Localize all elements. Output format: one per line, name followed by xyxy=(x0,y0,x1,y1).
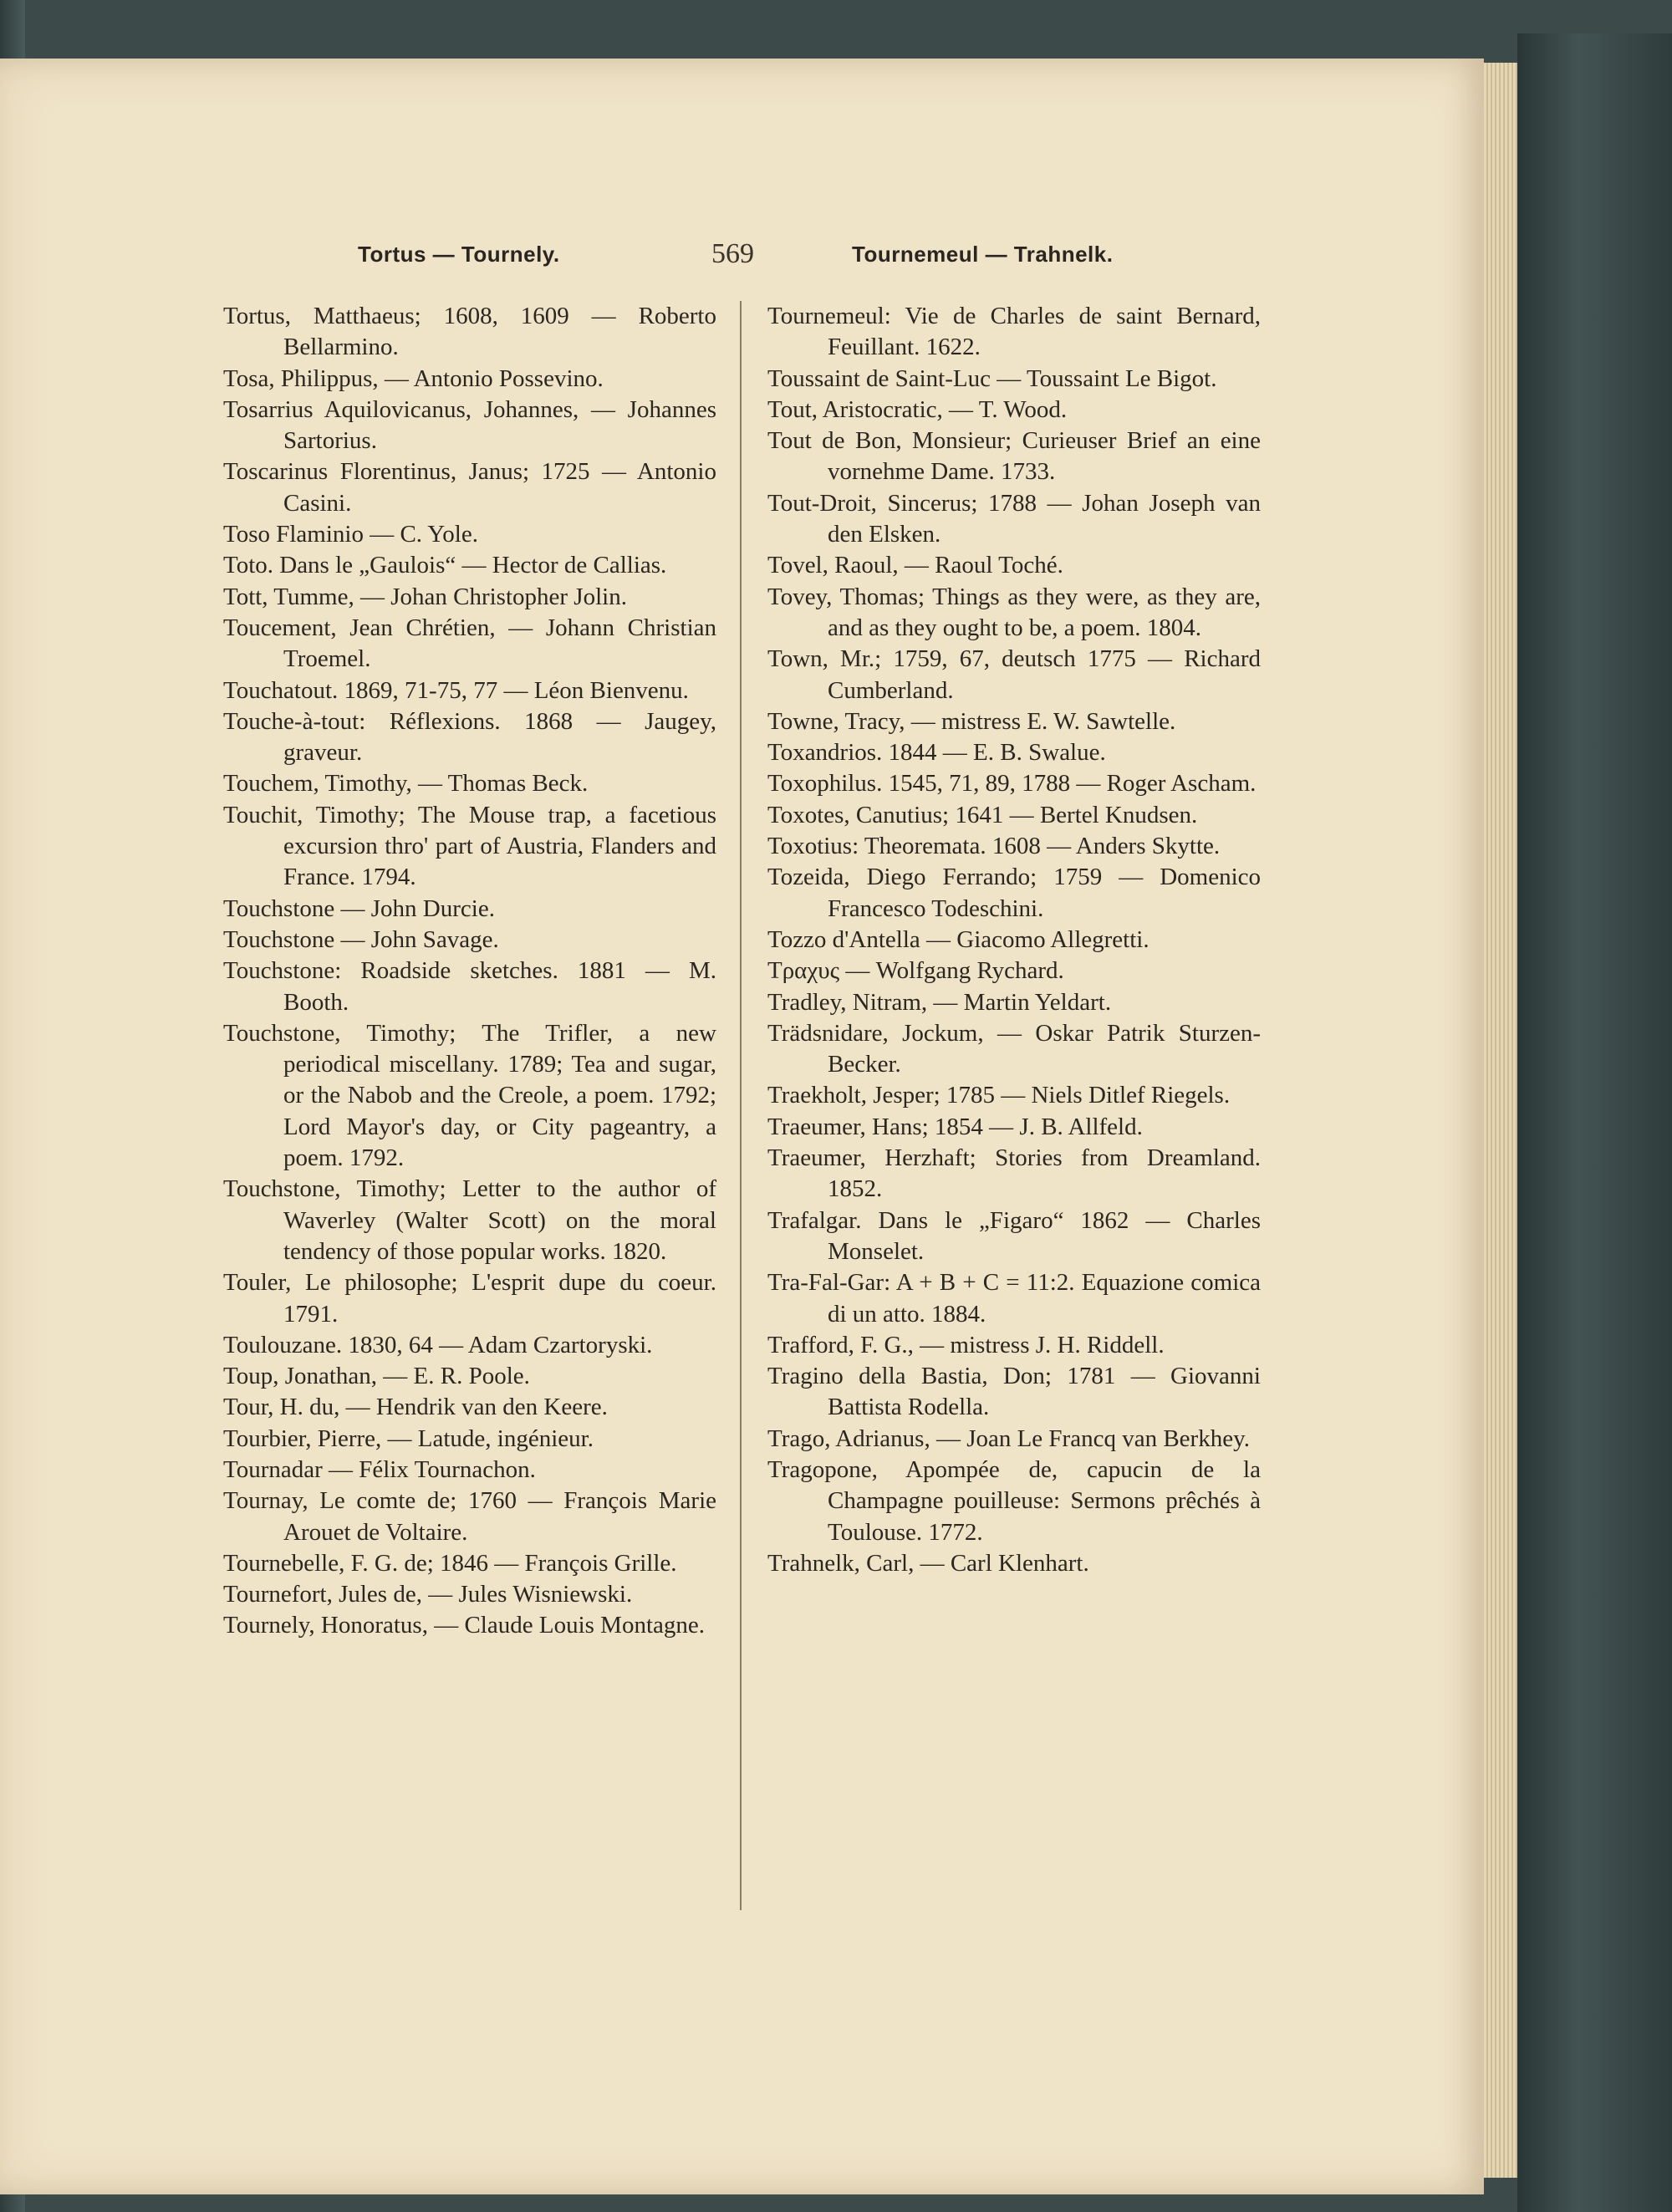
right-column xyxy=(767,301,1261,1579)
index-entry: Toxotius: Theoremata. 1608 — Anders Skytte. xyxy=(767,833,1221,860)
index-entry: Touchstone, Timothy; Letter to the author of Waverley (Walter Scott) on the moral tendency of those popular works. 1820. xyxy=(223,1175,716,1265)
index-entry: Touler, Le philosophe; L'esprit dupe du coeur. 1791. xyxy=(223,1269,716,1328)
index-entry: Tovel, Raoul, — Raoul Toché. xyxy=(767,552,1063,579)
index-entry: Toussaint de Saint-Luc — Toussaint Le Bigot. xyxy=(767,364,1217,392)
index-entry: Tournebelle, F. G. de; 1846 — François Grille. xyxy=(223,1549,677,1577)
index-entry: Tosa, Philippus, — Antonio Possevino. xyxy=(223,364,604,392)
index-entry: Tozzo d'Antella — Giacomo Allegretti. xyxy=(767,925,1150,953)
index-entry: Tourbier, Pierre, — Latude, ingénieur. xyxy=(223,1425,594,1452)
index-entry: Touche-à-tout: Réflexions. 1868 — Jaugey, graveur. xyxy=(223,707,716,767)
index-entry: Trahnelk, Carl, — Carl Klenhart. xyxy=(767,1549,1089,1577)
index-entry: Tragopone, Apompée de, capucin de la Champagne pouilleuse: Sermons prêchés à Toulouse. 1772. xyxy=(767,1455,1261,1546)
left-column xyxy=(223,301,716,1642)
index-entry: Tour, H. du, — Hendrik van den Keere. xyxy=(223,1394,608,1421)
index-entry: Trafalgar. Dans le „Figaro“ 1862 — Charles Monselet. xyxy=(767,1206,1261,1265)
index-entry: Toxotes, Canutius; 1641 — Bertel Knudsen. xyxy=(767,801,1198,828)
index-entry: Touchstone — John Durcie. xyxy=(223,894,495,922)
book-cover-right xyxy=(1517,33,1672,2212)
index-entry: Traekholt, Jesper; 1785 — Niels Ditlef Riegels. xyxy=(767,1082,1231,1109)
index-entry: Τραχυς — Wolfgang Rychard. xyxy=(767,957,1064,985)
index-entry: Traeumer, Hans; 1854 — J. B. Allfeld. xyxy=(767,1113,1143,1140)
index-entry: Tout de Bon, Monsieur; Curieuser Brief an eine vornehme Dame. 1733. xyxy=(767,427,1261,486)
index-entry: Toxandrios. 1844 — E. B. Swalue. xyxy=(767,739,1106,767)
index-entry: Touchem, Timothy, — Thomas Beck. xyxy=(223,770,589,798)
index-entry: Tournadar — Félix Tournachon. xyxy=(223,1455,536,1483)
index-entry: Toscarinus Florentinus, Janus; 1725 — Antonio Casini. xyxy=(223,458,716,517)
index-entry: Town, Mr.; 1759, 67, deutsch 1775 — Richard Cumberland. xyxy=(767,645,1261,704)
index-entry: Tra-Fal-Gar: A + B + C = 11:2. Equazione comica di un atto. 1884. xyxy=(767,1269,1261,1328)
index-entry: Tout-Droit, Sincerus; 1788 — Johan Joseph van den Elsken. xyxy=(767,489,1261,548)
index-entry: Tosarrius Aquilovicanus, Johannes, — Johannes Sartorius. xyxy=(223,395,716,455)
column-divider xyxy=(740,301,742,1910)
index-entry: Touchstone: Roadside sketches. 1881 — M. Booth. xyxy=(223,957,716,1016)
index-entry: Tournefort, Jules de, — Jules Wisniewski. xyxy=(223,1581,633,1608)
index-entry: Tournay, Le comte de; 1760 — François Marie Arouet de Voltaire. xyxy=(223,1487,716,1546)
index-entry: Touchstone — John Savage. xyxy=(223,925,499,953)
index-entry: Towne, Tracy, — mistress E. W. Sawtelle. xyxy=(767,707,1176,735)
index-entry: Tradley, Nitram, — Martin Yeldart. xyxy=(767,988,1112,1016)
index-entry: Tovey, Thomas; Things as they were, as they are, and as they ought to be, a poem. 1804. xyxy=(767,583,1261,641)
running-header xyxy=(0,238,1484,272)
index-entry: Toto. Dans le „Gaulois“ — Hector de Callias. xyxy=(223,552,667,579)
index-entry: Trafford, F. G., — mistress J. H. Riddell. xyxy=(767,1331,1165,1358)
header-right-title: Tournemeul — Trahnelk. xyxy=(852,242,1114,267)
index-entry: Trädsnidare, Jockum, — Oskar Patrik Sturzen-Becker. xyxy=(767,1019,1261,1078)
index-entry: Toso Flaminio — C. Yole. xyxy=(223,521,478,548)
index-entry: Touchstone, Timothy; The Trifler, a new periodical miscellany. 1789; Tea and sugar, or the Nabob and the Creole, a poem. 1792; Lord Mayor's day, or City pageantry, a poem. 1792. xyxy=(223,1019,716,1172)
index-entry: Toup, Jonathan, — E. R. Poole. xyxy=(223,1363,530,1390)
index-entry: Toucement, Jean Chrétien, — Johann Christian Troemel. xyxy=(223,614,716,673)
index-entry: Tout, Aristocratic, — T. Wood. xyxy=(767,395,1068,423)
index-entry: Touchatout. 1869, 71-75, 77 — Léon Bienvenu. xyxy=(223,676,689,704)
index-entry: Tragino della Bastia, Don; 1781 — Giovanni Battista Rodella. xyxy=(767,1363,1261,1421)
index-entry: Tott, Tumme, — Johan Christopher Jolin. xyxy=(223,583,627,610)
index-entry: Tozeida, Diego Ferrando; 1759 — Domenico Francesco Todeschini. xyxy=(767,864,1261,922)
page-number: 569 xyxy=(711,238,754,269)
index-entry: Tortus, Matthaeus; 1608, 1609 — Roberto Bellarmino. xyxy=(223,303,716,361)
index-entry: Tournely, Honoratus, — Claude Louis Montagne. xyxy=(223,1612,705,1639)
index-entry: Traeumer, Herzhaft; Stories from Dreamland. 1852. xyxy=(767,1144,1261,1203)
index-entry: Trago, Adrianus, — Joan Le Francq van Berkhey. xyxy=(767,1425,1250,1452)
index-entry: Tournemeul: Vie de Charles de saint Bernard, Feuillant. 1622. xyxy=(767,303,1261,361)
index-entry: Toxophilus. 1545, 71, 89, 1788 — Roger Ascham. xyxy=(767,770,1257,798)
header-left-title: Tortus — Tournely. xyxy=(358,242,560,267)
index-entry: Touchit, Timothy; The Mouse trap, a facetious excursion thro' part of Austria, Flanders and France. 1794. xyxy=(223,801,716,891)
index-entry: Toulouzane. 1830, 64 — Adam Czartoryski. xyxy=(223,1331,653,1358)
